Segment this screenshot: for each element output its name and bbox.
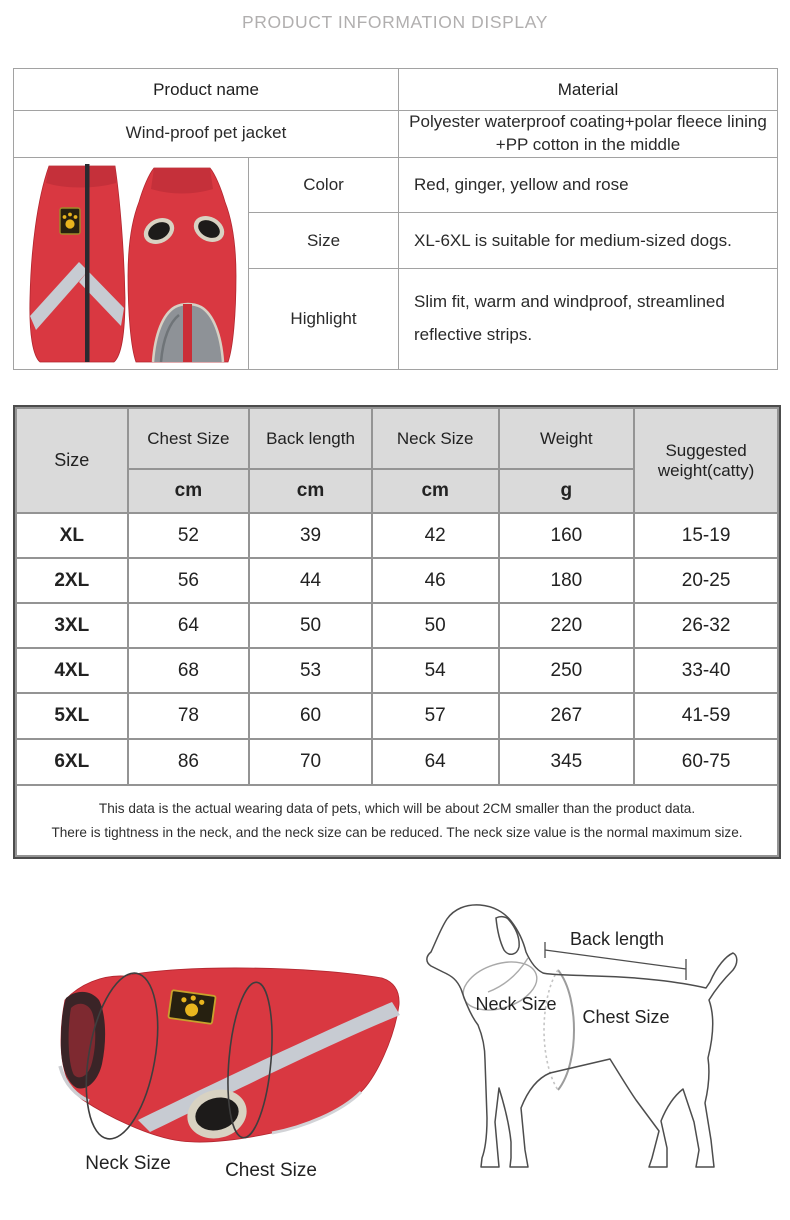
cell-back: 50 [249, 603, 372, 648]
cell-chest: 78 [128, 693, 250, 739]
cell-back: 44 [249, 558, 372, 603]
highlight-value [399, 268, 778, 369]
table-row [14, 111, 778, 158]
size-value: XL-6XL is suitable for medium-sized dogs. [399, 213, 778, 269]
cell-weight: 160 [499, 513, 635, 558]
size-note [16, 785, 778, 856]
table-row [16, 408, 778, 469]
jacket-chest-size-label: Chest Size [225, 1160, 317, 1181]
dog-neck-size-label: Neck Size [475, 994, 557, 1014]
material-header: Material [399, 69, 778, 111]
cell-size: 4XL [16, 648, 128, 693]
unit-chest-cm: cm [128, 469, 250, 513]
cell-suggested: 41-59 [634, 693, 778, 739]
cell-suggested: 26-32 [634, 603, 778, 648]
color-label: Color [249, 157, 399, 213]
cell-size: 3XL [16, 603, 128, 648]
size-row-5xl [16, 693, 778, 739]
cell-back: 53 [249, 648, 372, 693]
cell-weight: 220 [499, 603, 635, 648]
cell-weight: 345 [499, 739, 635, 785]
jacket-side-view [29, 164, 124, 362]
dog-ear [496, 917, 519, 955]
cell-neck: 42 [372, 513, 499, 558]
table-row [14, 69, 778, 111]
size-chart-table [15, 407, 779, 857]
paw-logo [168, 990, 215, 1024]
product-info-table [13, 68, 778, 370]
product-name-value: Wind-proof pet jacket [14, 111, 399, 158]
size-label: Size [249, 213, 399, 269]
size-chart [13, 405, 781, 859]
col-header-size: Size [16, 408, 128, 513]
cell-suggested: 33-40 [634, 648, 778, 693]
material-value [399, 111, 778, 158]
col-header-back: Back length [249, 408, 372, 469]
cell-size: 2XL [16, 558, 128, 603]
size-row-3xl [16, 603, 778, 648]
size-row-4xl [16, 648, 778, 693]
cell-weight: 250 [499, 648, 635, 693]
cell-back: 39 [249, 513, 372, 558]
product-photo-cell [14, 157, 249, 369]
cell-suggested: 60-75 [634, 739, 778, 785]
cell-chest: 64 [128, 603, 250, 648]
size-row-xl [16, 513, 778, 558]
material-value-line1: Polyester waterproof coating+polar fleece lining [409, 112, 767, 131]
unit-weight-g: g [499, 469, 635, 513]
cell-neck: 50 [372, 603, 499, 648]
unit-back-cm: cm [249, 469, 372, 513]
col-header-chest: Chest Size [128, 408, 250, 469]
back-length-label: Back length [569, 929, 665, 949]
size-note-line1: This data is the actual wearing data of pets, which will be about 2CM smaller than the product data. [98, 801, 696, 817]
cell-neck: 46 [372, 558, 499, 603]
cell-suggested: 20-25 [634, 558, 778, 603]
cell-neck: 54 [372, 648, 499, 693]
cell-suggested: 15-19 [634, 513, 778, 558]
color-value: Red, ginger, yellow and rose [399, 157, 778, 213]
dog-chest-size-label: Chest Size [582, 1007, 670, 1027]
product-name-header: Product name [14, 69, 399, 111]
cell-size: 5XL [16, 693, 128, 739]
highlight-value-line1: Slim fit, warm and windproof, streamlined [414, 292, 725, 312]
cell-chest: 52 [128, 513, 250, 558]
unit-neck-cm: cm [372, 469, 499, 513]
size-row-2xl [16, 558, 778, 603]
size-row-6xl [16, 739, 778, 785]
cell-size: 6XL [16, 739, 128, 785]
cell-back: 70 [249, 739, 372, 785]
cell-weight: 267 [499, 693, 635, 739]
cell-back: 60 [249, 693, 372, 739]
cell-size: XL [16, 513, 128, 558]
cell-weight: 180 [499, 558, 635, 603]
cell-chest: 68 [128, 648, 250, 693]
material-value-line2: +PP cotton in the middle [495, 134, 681, 154]
highlight-value-line2: reflective strips. [414, 325, 533, 345]
measurement-diagram [0, 888, 790, 1217]
cell-chest: 56 [128, 558, 250, 603]
cell-neck: 57 [372, 693, 499, 739]
jacket-front-view [128, 168, 236, 362]
table-row [16, 785, 778, 856]
jacket-neck-size-label: Neck Size [85, 1153, 171, 1174]
jacket-measurement-illustration [10, 928, 410, 1188]
col-header-neck: Neck Size [372, 408, 499, 469]
cell-chest: 86 [128, 739, 250, 785]
highlight-label: Highlight [249, 268, 399, 369]
size-note-line2: There is tightness in the neck, and the neck size can be reduced. The neck size value is the normal maximum size. [51, 824, 743, 840]
col-header-suggested: Suggested weight(catty) [634, 408, 778, 513]
col-header-weight: Weight [499, 408, 635, 469]
product-photo [15, 158, 248, 364]
cell-neck: 64 [372, 739, 499, 785]
page-title: PRODUCT INFORMATION DISPLAY [242, 12, 548, 32]
table-row [14, 157, 778, 213]
